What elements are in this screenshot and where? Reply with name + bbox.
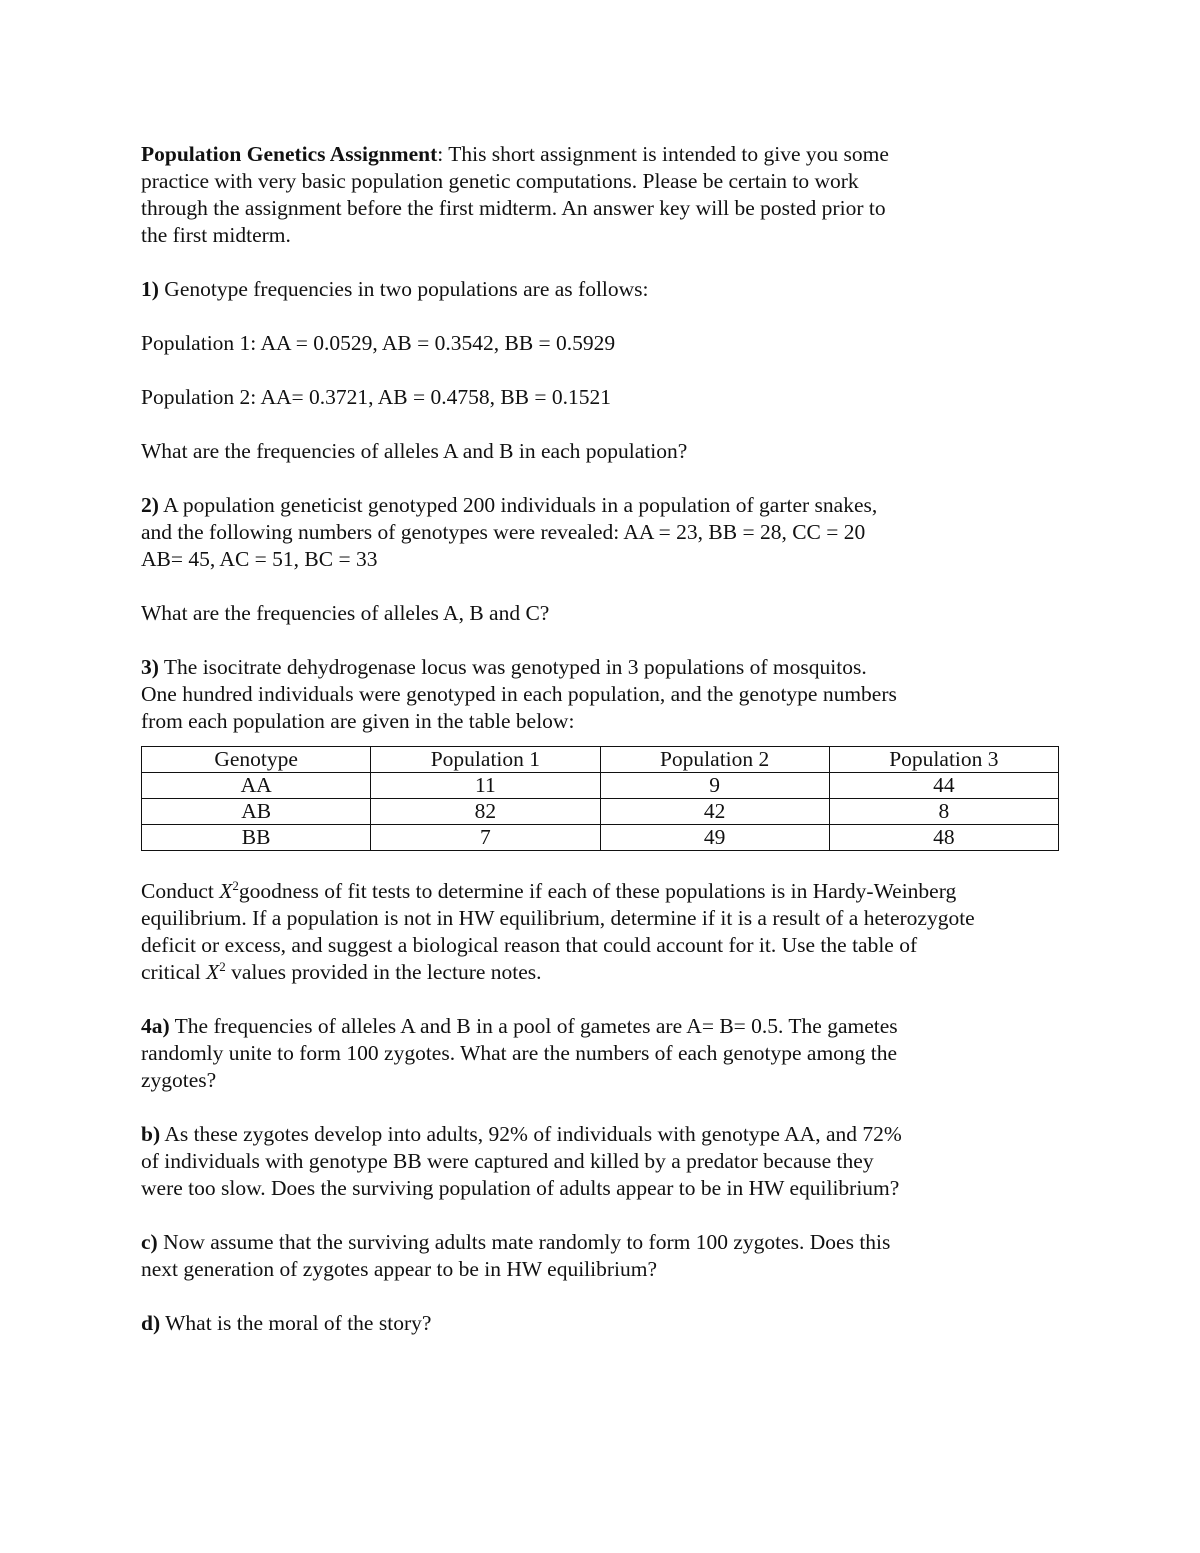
table-cell: AA — [142, 773, 371, 799]
table-row — [142, 825, 1059, 851]
question-number: 2) — [141, 493, 159, 517]
question-1: 1) Genotype frequencies in two populations are as follows: — [141, 277, 649, 301]
table-cell: AB — [142, 799, 371, 825]
question-1-prompt: What are the frequencies of alleles A and B in each population? — [141, 439, 688, 463]
table-header: Population 3 — [829, 747, 1058, 773]
table-header: Genotype — [142, 747, 371, 773]
document-page — [141, 141, 1061, 1364]
table-header-row — [142, 747, 1059, 773]
table-cell: 42 — [600, 799, 829, 825]
question-number: 1) — [141, 277, 159, 301]
table-cell: 82 — [371, 799, 600, 825]
table-cell: 49 — [600, 825, 829, 851]
table-cell: 8 — [829, 799, 1058, 825]
table-cell: 48 — [829, 825, 1058, 851]
question-4c: c) Now assume that the surviving adults mate randomly to form 100 zygotes. Does this next generation of zygotes appear to be in HW equilibrium? — [141, 1230, 891, 1281]
question-4d: d) What is the moral of the story? — [141, 1311, 432, 1335]
question-2: 2) A population geneticist genotyped 200 individuals in a population of garter snakes, and the following numbers of genotypes were revealed: AA = 23, BB = 28, CC = 20 AB= 45, AC = 51, BC = 33 — [141, 493, 878, 571]
table-cell: 9 — [600, 773, 829, 799]
question-4a: 4a) The frequencies of alleles A and B in a pool of gametes are A= B= 0.5. The gametes randomly unite to form 100 zygotes. What are the numbers of each genotype among the zygotes? — [141, 1014, 898, 1092]
population-2-frequencies: Population 2: AA= 0.3721, AB = 0.4758, BB = 0.1521 — [141, 385, 611, 409]
chi-square-instructions: Conduct $X^2goodness$ of fit tests to determine if each of these populations is in Hardy-Weinberg equilibrium. If a population is not in HW equilibrium, determine if it is a result of a heterozygote deficit or excess, and suggest a biological reason that could account for it. Use the table of critical $X^2$ values provided in the lecture notes. — [141, 878, 975, 984]
table-header: Population 2 — [600, 747, 829, 773]
question-number: c) — [141, 1230, 158, 1254]
question-2-prompt: What are the frequencies of alleles A, B and C? — [141, 601, 550, 625]
question-3: 3) The isocitrate dehydrogenase locus was genotyped in 3 populations of mosquitos. One hundred individuals were genotyped in each population, and the genotype numbers from each population are given in the table below: — [141, 655, 897, 733]
population-1-frequencies: Population 1: AA = 0.0529, AB = 0.3542, BB = 0.5929 — [141, 331, 616, 355]
question-number: b) — [141, 1122, 161, 1146]
table-cell: BB — [142, 825, 371, 851]
table-cell: 44 — [829, 773, 1058, 799]
table-row — [142, 799, 1059, 825]
table-row — [142, 773, 1059, 799]
question-number: 3) — [141, 655, 159, 679]
table-cell: 11 — [371, 773, 600, 799]
question-4b: b) As these zygotes develop into adults, 92% of individuals with genotype AA, and 72% of individuals with genotype BB were captured and killed by a predator because they were too slow. Does the surviving population of adults appear to be in HW equilibrium? — [141, 1122, 902, 1200]
doc-title: Population Genetics Assignment — [141, 142, 438, 166]
genotype-table — [141, 746, 1059, 851]
table-header: Population 1 — [371, 747, 600, 773]
question-number: d) — [141, 1311, 161, 1335]
question-number: 4a) — [141, 1014, 170, 1038]
table-cell: 7 — [371, 825, 600, 851]
intro-paragraph: Population Genetics Assignment: This short assignment is intended to give you some practice with very basic population genetic computations. Please be certain to work through the assignment before the first midterm. An answer key will be posted prior to the first midterm. — [141, 142, 889, 247]
